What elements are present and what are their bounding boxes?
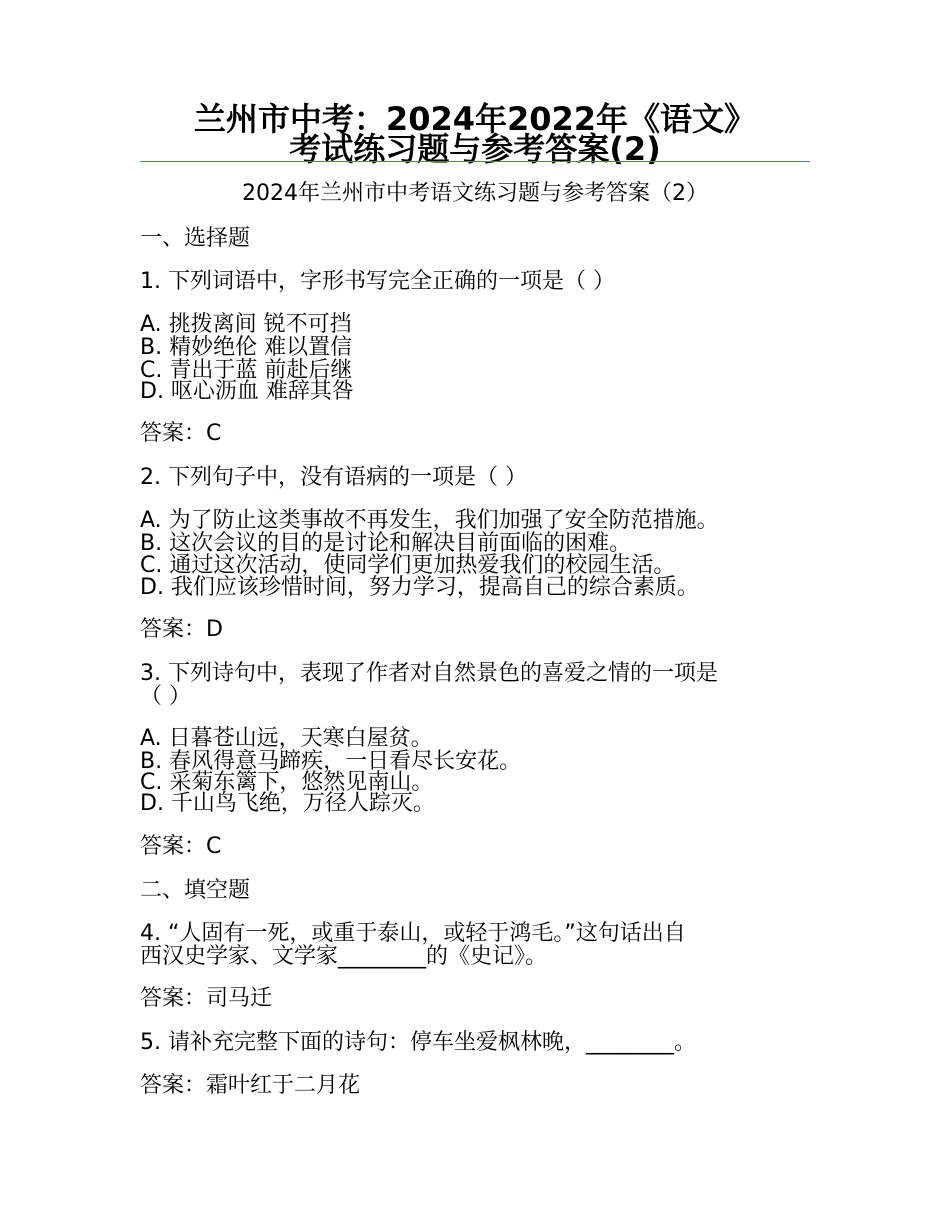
question-2-stem: 2. 下列句子中，没有语病的一项是（ ）: [140, 465, 527, 490]
question-3-option-d: D. 千山鸟飞绝，万径人踪灭。: [140, 791, 435, 816]
question-3-stem-line-2: （ ）: [140, 684, 191, 709]
section-heading-fill: 二、填空题: [140, 878, 251, 903]
title-divider: [140, 161, 810, 162]
question-1-stem: 1. 下列词语中，字形书写完全正确的一项是（ ）: [140, 269, 615, 294]
question-4-stem-line-1: 4. “人固有一死，或重于泰山，或轻于鸿毛。”这句话出自: [140, 921, 686, 946]
question-4-answer: 答案：司马迁: [140, 986, 273, 1011]
question-1-option-b: B. 精妙绝伦 难以置信: [140, 335, 353, 360]
question-3-option-a: A. 日暮苍山远，天寒白屋贫。: [140, 726, 433, 751]
title-line-2: 考试练习题与参考答案(2): [289, 130, 661, 168]
question-3-answer: 答案：C: [140, 834, 222, 859]
question-5-stem: 5. 请补充完整下面的诗句：停车坐爱枫林晚，________。: [140, 1030, 696, 1055]
title-line-1: 兰州市中考：2024年2022年《语文》: [193, 100, 757, 138]
question-1-option-d: D. 呕心沥血 难辞其咎: [140, 379, 354, 404]
question-1-option-a: A. 挑拨离间 锐不可挡: [140, 312, 352, 337]
question-1-option-c: C. 青出于蓝 前赴后继: [140, 358, 353, 383]
question-3-option-c: C. 采菊东篱下，悠然见南山。: [140, 770, 434, 795]
question-5-answer: 答案：霜叶红于二月花: [140, 1073, 361, 1098]
question-1-answer: 答案：C: [140, 421, 222, 446]
question-2-option-c: C. 通过这次活动，使同学们更加热爱我们的校园生活。: [140, 553, 676, 578]
question-2-option-b: B. 这次会议的目的是讨论和解决目前面临的困难。: [140, 531, 632, 556]
question-3-stem-line-1: 3. 下列诗句中，表现了作者对自然景色的喜爱之情的一项是: [140, 661, 718, 686]
question-3-option-b: B. 春风得意马蹄疾，一日看尽长安花。: [140, 749, 522, 774]
subtitle: 2024年兰州市中考语文练习题与参考答案（2）: [242, 181, 708, 206]
section-heading-choice: 一、选择题: [140, 226, 251, 251]
question-2-answer: 答案：D: [140, 617, 223, 642]
question-2-option-d: D. 我们应该珍惜时间，努力学习，提高自己的综合素质。: [140, 575, 699, 600]
document-title: [140, 100, 810, 168]
question-4-stem-line-2: 西汉史学家、文学家________的《史记》。: [140, 944, 548, 969]
question-2-option-a: A. 为了防止这类事故不再发生，我们加强了安全防范措施。: [140, 508, 719, 533]
